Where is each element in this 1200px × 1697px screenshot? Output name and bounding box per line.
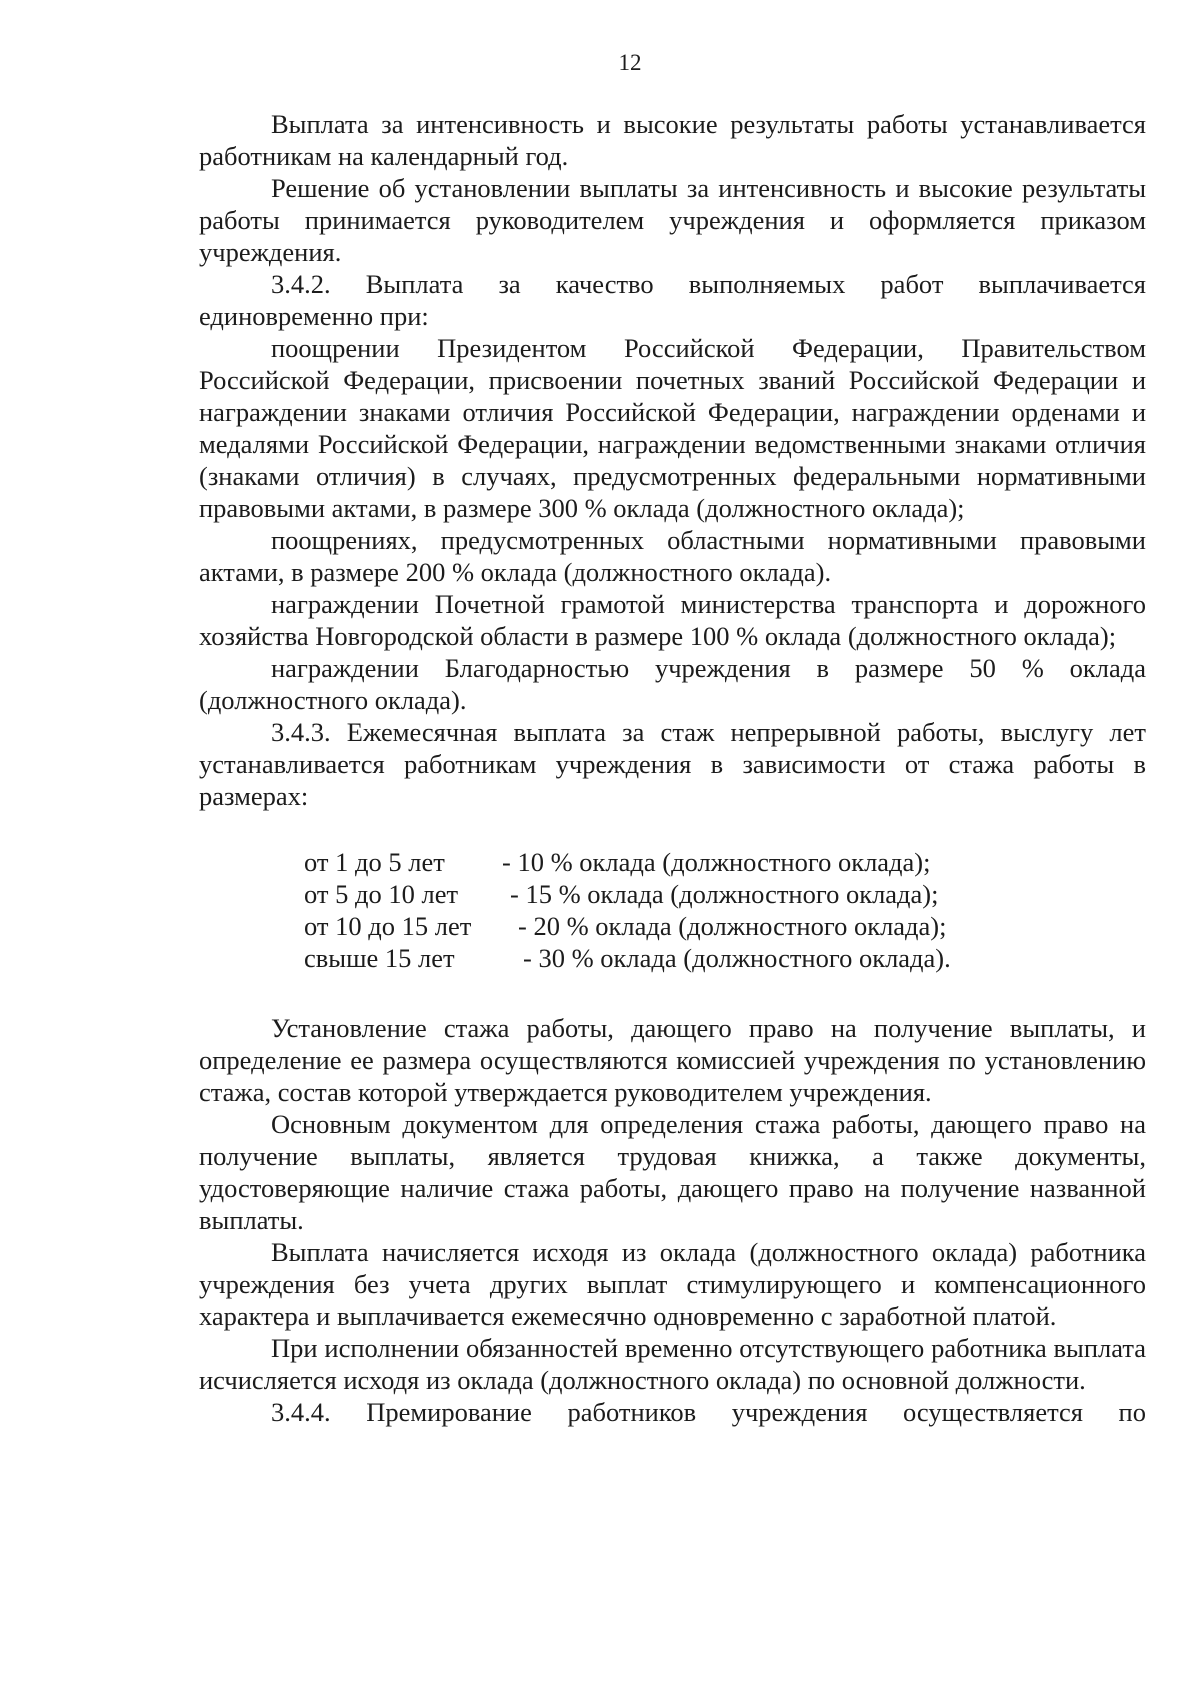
list-item [304,846,1024,878]
paragraph: поощрениях, предусмотренных областными нормативными правовыми актами, в размере 200 % оклада (должностного оклада). [199,525,1146,587]
seniority-rate: - 30 % оклада (должностного оклада). [523,943,951,973]
paragraph-section-3-4-4: 3.4.4. Премирование работников учреждения осуществляется по [271,1397,1146,1427]
list-item [304,910,1024,942]
seniority-range: от 5 до 10 лет [304,879,459,909]
paragraph: Выплата начисляется исходя из оклада (должностного оклада) работника учреждения без учета других выплат стимулирующего и компенсационного характера и выплачивается ежемесячно одновременно с заработной платой. [199,1237,1146,1331]
paragraph: Основным документом для определения стажа работы, дающего право на получение выплаты, является трудовая книжка, а также документы, удостоверяющие наличие стажа работы, дающего право на получение названной выплаты. [199,1109,1146,1235]
seniority-range: свыше 15 лет [304,943,455,973]
paragraph: Выплата за интенсивность и высокие результаты работы устанавливается работникам на календарный год. [199,109,1146,171]
seniority-rates-list [304,846,1024,974]
seniority-rate: - 10 % оклада (должностного оклада); [502,847,931,877]
paragraph-section-3-4-3: 3.4.3. Ежемесячная выплата за стаж непрерывной работы, выслугу лет устанавливается работникам учреждения в зависимости от стажа работы в размерах: [199,717,1146,811]
paragraph-section-3-4-2: 3.4.2. Выплата за качество выполняемых работ выплачивается единовременно при: [199,269,1146,331]
document-body [199,108,1146,1428]
seniority-range: от 10 до 15 лет [304,911,472,941]
paragraph: При исполнении обязанностей временно отсутствующего работника выплата исчисляется исходя из оклада (должностного оклада) по основной должности. [199,1333,1146,1395]
paragraph: награждении Почетной грамотой министерства транспорта и дорожного хозяйства Новгородской области в размере 100 % оклада (должностного оклада); [199,589,1146,651]
paragraph: Решение об установлении выплаты за интенсивность и высокие результаты работы принимается руководителем учреждения и оформляется приказом учреждения. [199,173,1146,267]
paragraph: награждении Благодарностью учреждения в размере 50 % оклада (должностного оклада). [199,653,1146,715]
paragraph: Установление стажа работы, дающего право на получение выплаты, и определение ее размера осуществляются комиссией учреждения по установлению стажа, состав которой утверждается руководителем учреждения. [199,1013,1146,1107]
list-item [304,878,1024,910]
seniority-rate: - 20 % оклада (должностного оклада); [518,911,947,941]
seniority-range: от 1 до 5 лет [304,847,445,877]
paragraph: поощрении Президентом Российской Федерации, Правительством Российской Федерации, присвоении почетных званий Российской Федерации и награждении знаками отличия Российской Федерации, награждении орденами и медалями Российской Федерации, награждении ведомственными знаками отличия (знаками отличия) в случаях, предусмотренных федеральными нормативными правовыми актами, в размере 300 % оклада (должностного оклада); [199,333,1146,523]
page-number: 12 [618,50,642,75]
list-item [304,942,1024,974]
seniority-rate: - 15 % оклада (должностного оклада); [510,879,939,909]
